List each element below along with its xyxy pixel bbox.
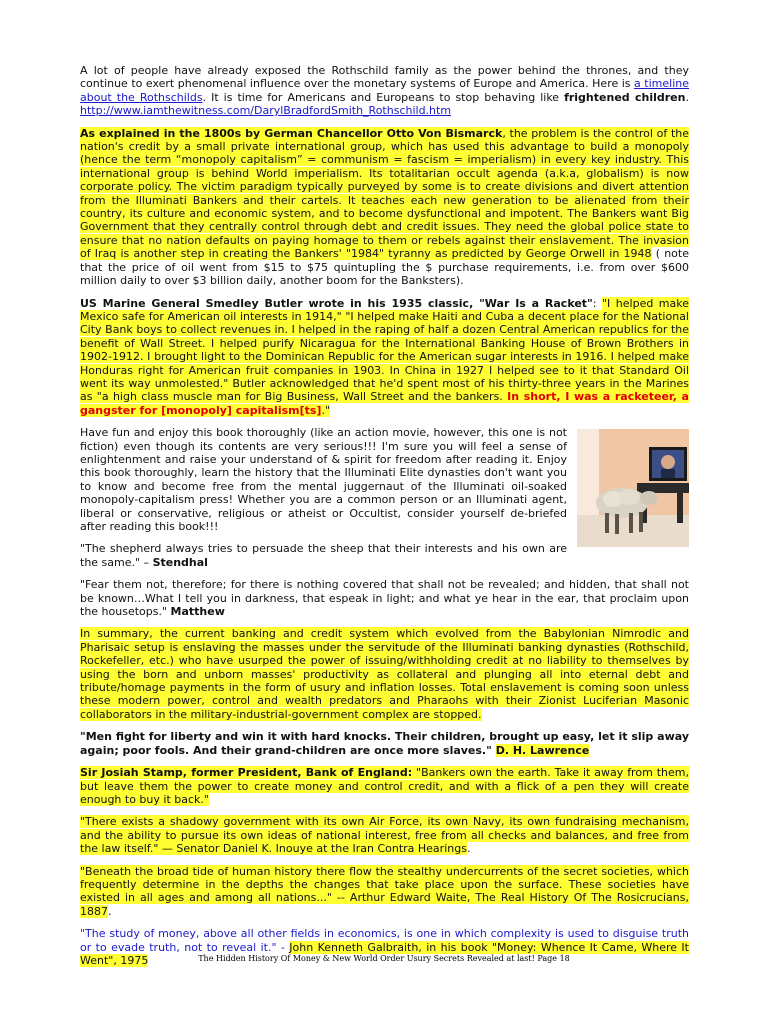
quote-inouye: "There exists a shadowy government with its own Air Force, its own Navy, its own fundraising mechanism, and the ability to pursue its own ideas of national interest, free from all checks and balances, and free from the law itself." — Senator Daniel K. Inouye at the Iran Contra Hearings.: [80, 815, 689, 856]
quote-galbraith: "The study of money, above all other fields in economics, is one in which complexity is used to disguise truth or to evade truth, not to reveal it." - John Kenneth Galbraith, in his book "Money: Whence It Came, Where It Went", 1975: [80, 927, 689, 967]
paragraph-rothschild: A lot of people have already exposed the Rothschild family as the power behind the thrones, and they continue to exert phenomenal influence over the monetary systems of Europe and America. Here is a timeline about the Rothschilds. It is time for Americans and Europeans to stop behaving like frightened children. http://www.iamthewitness.com/DarylBradfordSmith_Rothschild.htm: [80, 64, 689, 118]
paragraph-butler: US Marine General Smedley Butler wrote in his 1935 classic, "War Is a Racket": "I helped make Mexico safe for American oil interests in 1914," "I helped make Haiti and Cuba a decent place for the National City Bank boys to collect revenues in. I helped in the raping of half a dozen Central American republics for the benefit of Wall Street. I helped purify Nicaragua for the International Banking House of Brown Brothers in 1902-1912. I brought light to the Dominican Republic for the American sugar interests in 1916. I helped make Honduras right for American fruit companies in 1903. In China in 1927 I helped see to it that Standard Oil went its way unmolested." Butler acknowledged that he'd spent most of his thirty-three years in the Marines as "a high class muscle man for Big Business, Wall Street and the bankers. In short, I was a racketeer, a gangster for [monopoly] capitalism[ts].": [80, 296, 690, 417]
rothschild-url-link[interactable]: http://www.iamthewitness.com/DarylBradfordSmith_Rothschild.htm: [80, 104, 452, 118]
quote-matthew: "Fear them not, therefore; for there is nothing covered that shall not be revealed; and hidden, that shall not be known…What I tell you in darkness, that espeak in light; and what ye hear in the ear, that proclaim upon the housetops." Matthew: [80, 578, 689, 619]
quote-stamp: Sir Josiah Stamp, former President, Bank of England: "Bankers own the earth. Take it away from them, but leave them the power to create money and control credit, and with a flick of a pen they will create enough to buy it back.": [80, 766, 689, 806]
page-footer: The Hidden History Of Money & New World Order Usury Secrets Revealed at last! Page 18: [198, 954, 570, 963]
quote-lawrence: "Men fight for liberty and win it with hard knocks. Their children, brought up easy, let it slip away again; poor fools. And their grand-children are once more slaves." D. H. Lawrence: [80, 730, 689, 757]
rothschild-timeline-link[interactable]: a timeline about the Rothschilds: [80, 77, 689, 104]
paragraph-bismarck: As explained in the 1800s by German Chancellor Otto Von Bismarck, the problem is the control of the nation's credit by a small private international group, which has used this advantage to build a monopoly (hence the term “monopoly capitalism” = communism = fascism = imperialism) in every key industry. This international group is behind World imperialism. Its totalitarian occult agenda (a.k.a, globalism) is now corporate policy. The victim paradigm typically purveyed by some is to create divisions and divert attention from the Illuminati Bankers and their cartels. It teaches each new generation to be alienated from their country, its culture and economic system, and to become dysfunctional and impotent. The Bankers want Big Government that they centrally control through debt and credit issues. They need the global police state to ensure that no nation defaults on paying homage to them or rebels against their enslavement. The invasion of Iraq is another step in creating the Bankers' "1984" tyranny as predicted by George Orwell in 1948 ( note that the price of oil went from $15 to $75 quintupling the $ purchase requirements, i.e. from over $600 million daily to over $3 billion daily, another boom for the Banksters).: [80, 126, 689, 288]
paragraph-enjoy-book: Have fun and enjoy this book thoroughly (like an action movie, however, this one is not fiction) even though its contents are very serious!!! I'm sure you will feel a sense of enlightenment and raise your understand of & spirit for freedom after reading it. Enjoy this book thoroughly, learn the history that the Illuminati Elite dynasties don't want you to know and become free from the mental juggernaut of the Illuminati oil-soaked monopoly-capitalism press! Whether you are a common person or an Illuminati agent, liberal or conservative, religious or atheist or Occultist, consider yourself de-briefed after reading this book!!!: [80, 426, 567, 533]
document-body: [80, 64, 689, 976]
quote-waite: "Beneath the broad tide of human history there flow the stealthy undercurrents of the secret societies, which frequently determine in the depths the changes that take place upon the surface. These societies have existed in all ages and among all nations..." -- Arthur Edward Waite, The Real History Of The Rosicrucians, 1887.: [80, 864, 689, 918]
quote-stendhal: "The shepherd always tries to persuade the sheep that their interests and his own are the same." – Stendhal: [80, 542, 567, 569]
sheep-watching-tv-icon: [577, 429, 689, 547]
paragraph-summary: In summary, the current banking and credit system which evolved from the Babylonian Nimrodic and Pharisaic setup is enslaving the masses under the servitude of the Illuminati banking dynasties (Rothschild, Rockefeller, etc.) who have usurped the power of issuing/withholding credit at no liability to themselves by using the born and unborn masses' productivity as collateral and plunging all into eternal debt and tribute/homage payments in the form of usury and inflation losses. Total enslavement is coming soon unless these modern power, control and wealth predators and Pharaohs with their Zionist Luciferian Masonic collaborators in the military-industrial-government complex are stopped.: [80, 627, 689, 721]
